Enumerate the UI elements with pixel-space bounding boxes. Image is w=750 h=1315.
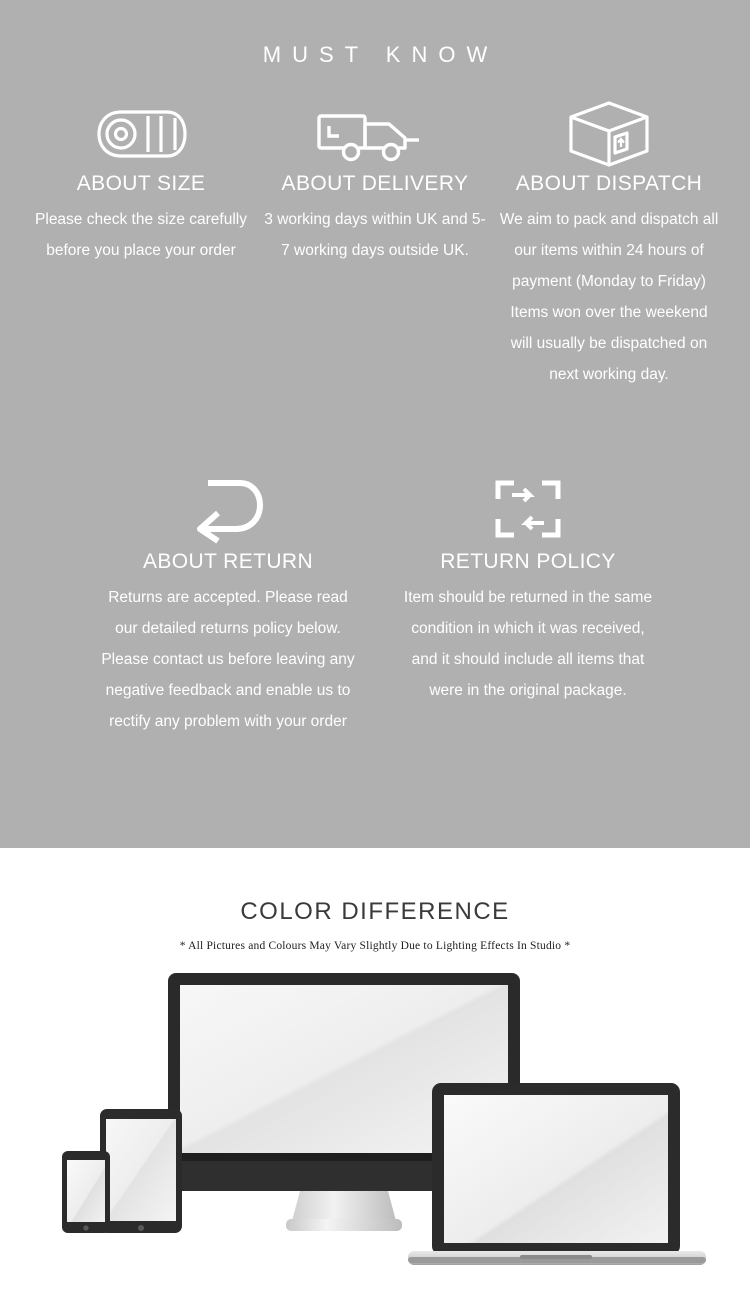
feature-body: Returns are accepted. Please read our detailed returns policy below. Please contact us before leaving any negative feedback and enable us to rectify any problem with your order: [101, 589, 355, 730]
feature-heading: ABOUT DISPATCH: [515, 172, 703, 195]
feature-about-dispatch: [492, 98, 726, 390]
feature-body: We aim to pack and dispatch all our items within 24 hours of payment (Monday to Friday) Items won over the weekend will usually be dispatched on next working day.: [499, 211, 719, 383]
must-know-title: MUST KNOW: [262, 42, 499, 67]
tape-measure-icon: [91, 98, 191, 170]
color-difference-section: [0, 848, 750, 1315]
package-box-icon: [565, 98, 653, 170]
feature-about-delivery: [258, 98, 492, 266]
feature-heading: ABOUT RETURN: [142, 550, 314, 573]
feature-about-return: [78, 470, 378, 737]
feature-return-policy: [378, 470, 678, 706]
feature-body: 3 working days within UK and 5-7 working days outside UK.: [264, 211, 486, 259]
delivery-truck-icon: [315, 98, 435, 170]
must-know-top-row: [24, 98, 726, 390]
recycle-loop-icon: [486, 470, 570, 548]
feature-about-size: [24, 98, 258, 266]
return-arrow-icon: [184, 470, 272, 548]
color-difference-title: COLOR DIFFERENCE: [240, 898, 510, 925]
feature-body: Item should be returned in the same condition in which it was received, and it should include all items that were in the original package.: [403, 589, 653, 699]
must-know-bottom-row: [78, 470, 678, 737]
feature-heading: RETURN POLICY: [440, 550, 616, 573]
feature-heading: ABOUT SIZE: [76, 172, 206, 195]
feature-heading: ABOUT DELIVERY: [281, 172, 469, 195]
devices-monitor-laptop-tablet-phone-icon: [0, 973, 750, 1315]
color-difference-subtitle: * All Pictures and Colours May Vary Slightly Due to Lighting Effects In Studio *: [179, 940, 571, 952]
feature-body: Please check the size carefully before you place your order: [35, 211, 247, 259]
